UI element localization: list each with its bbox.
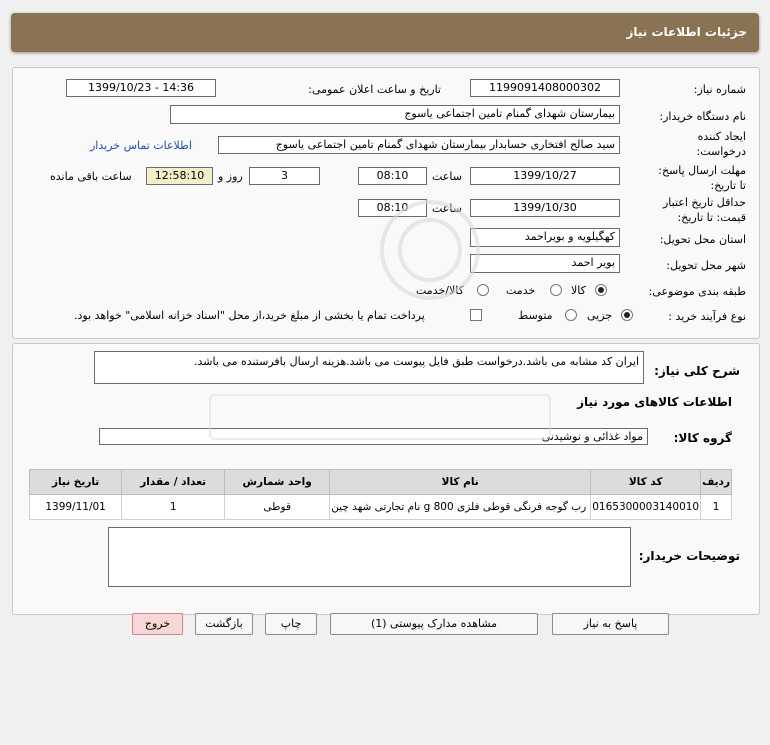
validity-time-field: 08:10 <box>358 199 427 217</box>
remaining-time-field: 12:58:10 <box>146 167 213 185</box>
page-header <box>11 13 759 52</box>
deadline-label-2: تا تاریخ: <box>710 179 746 192</box>
category-radio-goods[interactable] <box>595 284 607 296</box>
cell-row: 1 <box>701 495 732 520</box>
col-quantity: تعداد / مقدار <box>122 470 225 495</box>
treasury-payment-checkbox[interactable] <box>470 309 482 321</box>
buyer-field: بیمارستان شهدای گمنام تامین اجتماعی یاسوج <box>170 105 620 124</box>
day-count-field: 3 <box>249 167 320 185</box>
category-option-both: کالا/خدمت <box>416 284 464 297</box>
deadline-label: مهلت ارسال پاسخ: <box>658 164 746 177</box>
buyer-notes-field <box>108 527 631 587</box>
need-number-field: 1199091408000302 <box>470 79 620 97</box>
goods-table-header <box>30 470 732 495</box>
goods-group-label: گروه کالا: <box>673 431 732 445</box>
category-option-goods: کالا <box>571 284 586 297</box>
col-unit: واحد شمارش <box>225 470 330 495</box>
announce-field: 1399/10/23 - 14:36 <box>66 79 216 97</box>
category-option-service: خدمت <box>506 284 536 297</box>
exit-button[interactable]: خروج <box>132 613 183 635</box>
process-label: نوع فرآیند خرید : <box>668 310 746 323</box>
view-attachments-button[interactable]: مشاهده مدارک پیوستی (1) <box>330 613 538 635</box>
col-code: کد کالا <box>591 470 701 495</box>
cell-unit: قوطی <box>225 495 330 520</box>
process-radio-minor[interactable] <box>621 309 633 321</box>
process-option-minor: جزیی <box>587 309 613 322</box>
description-label: شرح کلی نیاز: <box>654 364 740 378</box>
page-title: جزئیات اطلاعات نیاز <box>626 25 747 39</box>
deadline-time-word: ساعت <box>432 170 462 183</box>
creator-field: سید صالح افتخاری حسابدار بیمارستان شهدای گمنام تامین اجتماعی یاسوج <box>218 136 620 154</box>
category-label: طبقه بندی موضوعی: <box>648 285 746 298</box>
col-row: ردیف <box>701 470 732 495</box>
validity-label-2: قیمت: تا تاریخ: <box>677 211 746 224</box>
process-radio-medium[interactable] <box>565 309 577 321</box>
description-field: ایران کد مشابه می باشد.درخواست طبق فایل پیوست می باشد.هزینه ارسال بافرستنده می باشد. <box>94 351 644 384</box>
cell-date: 1399/11/01 <box>30 495 122 520</box>
process-option-medium: متوسط <box>518 309 553 322</box>
city-label: شهر محل تحویل: <box>666 259 746 272</box>
table-row <box>30 495 732 520</box>
province-label: استان محل تحویل: <box>659 233 746 246</box>
city-field: بویر احمد <box>470 254 620 273</box>
category-radio-both[interactable] <box>477 284 489 296</box>
goods-group-field: مواد غذائی و نوشیدنی <box>99 428 648 445</box>
back-button[interactable]: بازگشت <box>195 613 253 635</box>
cell-quantity: 1 <box>122 495 225 520</box>
col-date: تاریخ نیاز <box>30 470 122 495</box>
validity-date-field: 1399/10/30 <box>470 199 620 217</box>
cell-code: 0165300003140010 <box>591 495 701 520</box>
need-number-label: شماره نیاز: <box>693 83 746 96</box>
contact-info-link[interactable]: اطلاعات تماس خریدار <box>90 139 192 152</box>
day-word: روز و <box>218 170 243 183</box>
buyer-notes-label: توضیحات خریدار: <box>638 549 740 563</box>
goods-section-title: اطلاعات کالاهای مورد نیاز <box>577 395 732 409</box>
goods-table <box>29 469 732 520</box>
creator-label: ایجاد کننده <box>697 130 746 143</box>
cell-name: رب گوجه فرنگی قوطی فلزی 800 g نام تجارتی شهد چین <box>330 495 591 520</box>
col-name: نام کالا <box>330 470 591 495</box>
buyer-label: نام دستگاه خریدار: <box>659 110 746 123</box>
announce-label: تاریخ و ساعت اعلان عمومی: <box>308 83 441 96</box>
print-button[interactable]: چاپ <box>265 613 317 635</box>
treasury-payment-text: پرداخت تمام یا بخشی از مبلغ خرید،از محل "اسناد خزانه اسلامی" خواهد بود. <box>74 309 425 322</box>
category-radio-service[interactable] <box>550 284 562 296</box>
creator-label-2: درخواست: <box>696 145 746 158</box>
reply-button[interactable]: پاسخ به نیاز <box>552 613 669 635</box>
validity-label: حداقل تاریخ اعتبار <box>662 196 746 209</box>
deadline-time-field: 08:10 <box>358 167 427 185</box>
province-field: کهگیلویه و بویراحمد <box>470 228 620 247</box>
validity-time-word: ساعت <box>432 202 462 215</box>
deadline-date-field: 1399/10/27 <box>470 167 620 185</box>
remaining-label: ساعت باقی مانده <box>50 170 132 183</box>
